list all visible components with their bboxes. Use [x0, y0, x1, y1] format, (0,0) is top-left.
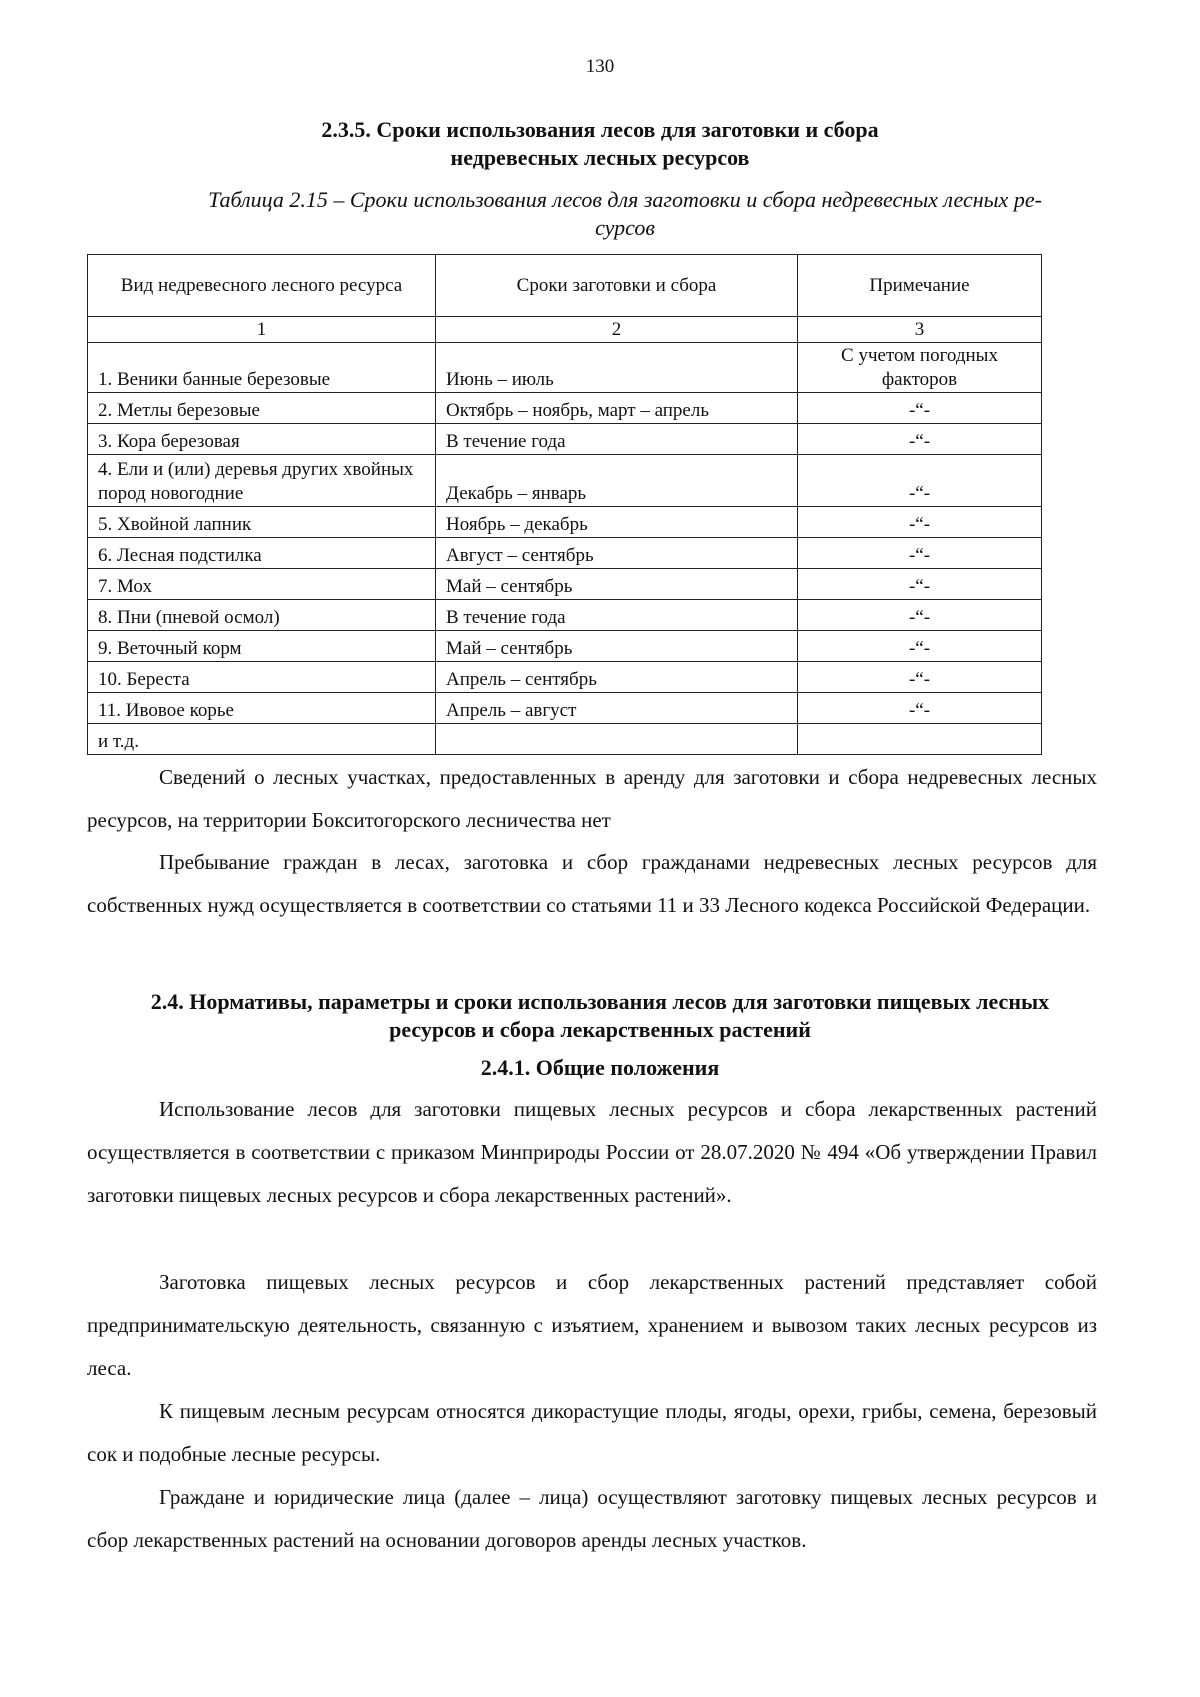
column-header: Вид недревесного лесного ресурса	[88, 255, 436, 317]
table-row	[88, 693, 1042, 724]
section-heading-2-3-5	[0, 116, 1200, 172]
section-heading-2-4	[0, 988, 1200, 1044]
resource-cell: 11. Ивовое корье	[88, 693, 436, 724]
period-cell: Декабрь – январь	[436, 455, 798, 507]
column-number: 1	[88, 317, 436, 343]
column-number: 2	[436, 317, 798, 343]
note-cell: -“-	[798, 424, 1042, 455]
table-row	[88, 507, 1042, 538]
section-heading-line: недревесных лесных ресурсов	[450, 145, 750, 170]
table-row	[88, 600, 1042, 631]
period-cell: Апрель – сентябрь	[436, 662, 798, 693]
column-number: 3	[798, 317, 1042, 343]
resource-cell: 2. Метлы березовые	[88, 393, 436, 424]
note-cell: -“-	[798, 393, 1042, 424]
subsection-heading-2-4-1: 2.4.1. Общие положения	[480, 1055, 720, 1080]
resource-cell: 6. Лесная подстилка	[88, 538, 436, 569]
column-header: Сроки заготовки и сбора	[436, 255, 798, 317]
resource-cell: 8. Пни (пневой осмол)	[88, 600, 436, 631]
period-cell: Ноябрь – декабрь	[436, 507, 798, 538]
note-cell: -“-	[798, 569, 1042, 600]
period-cell: Май – сентябрь	[436, 569, 798, 600]
table-row	[88, 662, 1042, 693]
table-caption-line: сурсов	[595, 215, 655, 240]
paragraph: Использование лесов для заготовки пищевых лесных ресурсов и сбора лекарственных растений осуществляется в соответствии с приказом Минприроды России от 28.07.2020 № 494 «Об утверждении Правил заготовки пищевых лесных ресурсов и сбора лекарственных растений».	[87, 1097, 1097, 1207]
table-caption	[150, 186, 1100, 242]
resource-cell: и т.д.	[88, 724, 436, 755]
page-number: 130	[585, 56, 615, 77]
resources-table	[87, 254, 1042, 755]
table-row	[88, 393, 1042, 424]
resource-cell: 5. Хвойной лапник	[88, 507, 436, 538]
paragraph: Сведений о лесных участках, предоставленных в аренду для заготовки и сбора недревесных лесных ресурсов, на территории Бокситогорского лесничества нет	[87, 765, 1097, 832]
period-cell	[436, 724, 798, 755]
section-heading-line: 2.3.5. Сроки использования лесов для заготовки и сбора	[321, 117, 879, 142]
period-cell: В течение года	[436, 424, 798, 455]
paragraph: К пищевым лесным ресурсам относятся дикорастущие плоды, ягоды, орехи, грибы, семена, березовый сок и подобные лесные ресурсы.	[87, 1399, 1097, 1466]
note-cell: -“-	[798, 662, 1042, 693]
note-cell: -“-	[798, 631, 1042, 662]
note-cell: -“-	[798, 455, 1042, 507]
period-cell: Апрель – август	[436, 693, 798, 724]
table-row	[88, 569, 1042, 600]
table-header-row	[88, 255, 1042, 317]
table-row	[88, 343, 1042, 393]
table-row	[88, 424, 1042, 455]
period-cell: Июнь – июль	[436, 343, 798, 393]
paragraph: Пребывание граждан в лесах, заготовка и сбор гражданами недревесных лесных ресурсов для собственных нужд осуществляется в соответствии со статьями 11 и 33 Лесного кодекса Российской Федерации.	[87, 850, 1097, 917]
resource-cell: 3. Кора березовая	[88, 424, 436, 455]
note-cell: -“-	[798, 538, 1042, 569]
period-cell: Октябрь – ноябрь, март – апрель	[436, 393, 798, 424]
paragraph: Граждане и юридические лица (далее – лица) осуществляют заготовку пищевых лесных ресурсов и сбор лекарственных растений на основании договоров аренды лесных участков.	[87, 1485, 1097, 1552]
resource-cell: 4. Ели и (или) деревья других хвойных пород новогодние	[88, 455, 436, 507]
resource-cell: 7. Мох	[88, 569, 436, 600]
section-heading-line: 2.4. Нормативы, параметры и сроки использования лесов для заготовки пищевых лесных	[150, 989, 1050, 1014]
table-caption-line: Таблица 2.15 – Сроки использования лесов для заготовки и сбора недревесных лесных ре-	[208, 187, 1042, 212]
table-row	[88, 724, 1042, 755]
paragraph: Заготовка пищевых лесных ресурсов и сбор лекарственных растений представляет собой предпринимательскую деятельность, связанную с изъятием, хранением и вывозом таких лесных ресурсов из леса.	[87, 1270, 1097, 1380]
note-cell: -“-	[798, 693, 1042, 724]
column-number-row	[88, 317, 1042, 343]
period-cell: Август – сентябрь	[436, 538, 798, 569]
table-row	[88, 631, 1042, 662]
note-cell: -“-	[798, 600, 1042, 631]
table-row	[88, 538, 1042, 569]
note-cell: -“-	[798, 507, 1042, 538]
resource-cell: 9. Веточный корм	[88, 631, 436, 662]
table-row	[88, 455, 1042, 507]
note-cell	[798, 724, 1042, 755]
column-header: Примечание	[798, 255, 1042, 317]
section-heading-line: ресурсов и сбора лекарственных растений	[389, 1017, 811, 1042]
note-cell: С учетом погодных факторов	[798, 343, 1042, 393]
resource-cell: 10. Береста	[88, 662, 436, 693]
period-cell: В течение года	[436, 600, 798, 631]
period-cell: Май – сентябрь	[436, 631, 798, 662]
resource-cell: 1. Веники банные березовые	[88, 343, 436, 393]
